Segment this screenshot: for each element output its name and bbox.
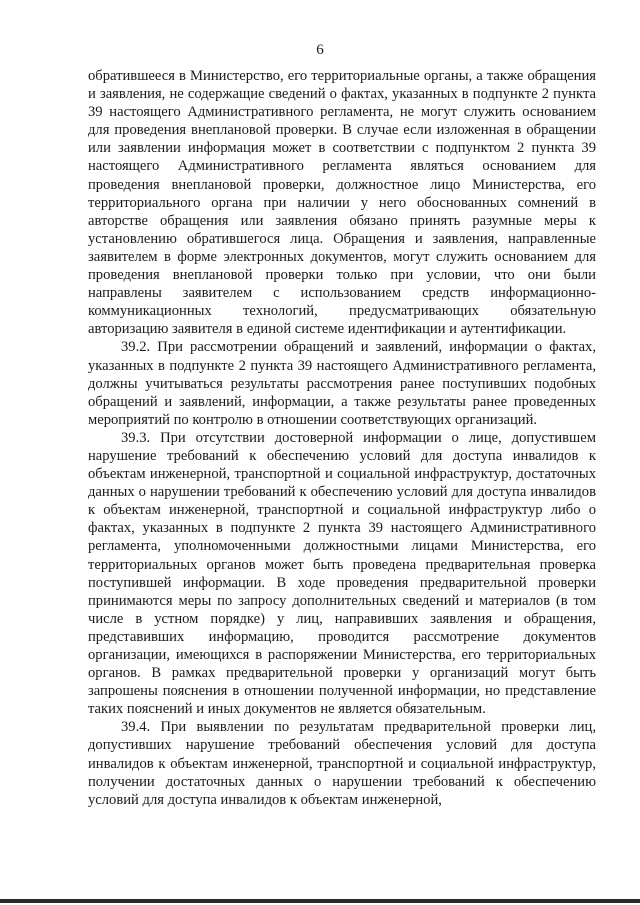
page-number: 6	[316, 42, 324, 58]
scan-bottom-edge	[0, 899, 640, 903]
paragraph-39-2: 39.2. При рассмотрении обращений и заявлений, информации о фактах, указанных в подпункте 2 пункта 39 настоящего Административного регламента, должны учитываться результаты рассмотрения ранее поступивших подобных обращений и заявлений, информации, а также результаты ранее проведенных мероприятий по контролю в отношении соответствующих организаций.	[88, 339, 596, 428]
paragraph-39-4: 39.4. При выявлении по результатам предварительной проверки лиц, допустивших нарушение требований обеспечения условий для доступа инвалидов к объектам инженерной, транспортной и социальной инфраструктур, получении достаточных данных о нарушении требований к обеспечению условий для доступа инвалидов к объектам инженерной,	[88, 719, 596, 808]
document-body	[88, 67, 596, 809]
paragraph-39-3: 39.3. При отсутствии достоверной информации о лице, допустившем нарушение требований к обеспечению условий для доступа инвалидов к объектам инженерной, транспортной и социальной инфраструктур, достаточных данных о нарушении требований к обеспечению условий для доступа инвалидов к объектам инженерной, транспортной и социальной инфраструктур либо о фактах, указанных в подпункте 2 пункта 39 настоящего Административного регламента, уполномоченными должностными лицами Министерства, его территориальных органов может быть проведена предварительная проверка поступившей информации. В ходе проведения предварительной проверки принимаются меры по запросу дополнительных сведений и материалов (в том числе в устном порядке) у лиц, направивших заявления и обращения, представивших информацию, проводится рассмотрение документов организации, имеющихся в распоряжении Министерства, его территориальных органов. В рамках предварительной проверки у организаций могут быть запрошены пояснения в отношении полученной информации, но представление таких пояснений и иных документов не является обязательным.	[88, 429, 596, 718]
paragraph-continuation: обратившееся в Министерство, его территориальные органы, а также обращения и заявления, не содержащие сведений о фактах, указанных в подпункте 2 пункта 39 настоящего Административного регламента, не могут служить основанием для проведения внеплановой проверки. В случае если изложенная в обращении или заявлении информация может в соответствии с подпунктом 2 пункта 39 настоящего Административного регламента являться основанием для проведения внеплановой проверки, должностное лицо Министерства, его территориального органа при наличии у него обоснованных сомнений в авторстве обращения или заявления обязано принять разумные меры к установлению обратившегося лица. Обращения и заявления, направленные заявителем в форме электронных документов, могут служить основанием для проведения внеплановой проверки только при условии, что они были направлены заявителем с использованием средств информационно-коммуникационных технологий, предусматривающих обязательную авторизацию заявителя в единой системе идентификации и аутентификации.	[88, 68, 596, 338]
